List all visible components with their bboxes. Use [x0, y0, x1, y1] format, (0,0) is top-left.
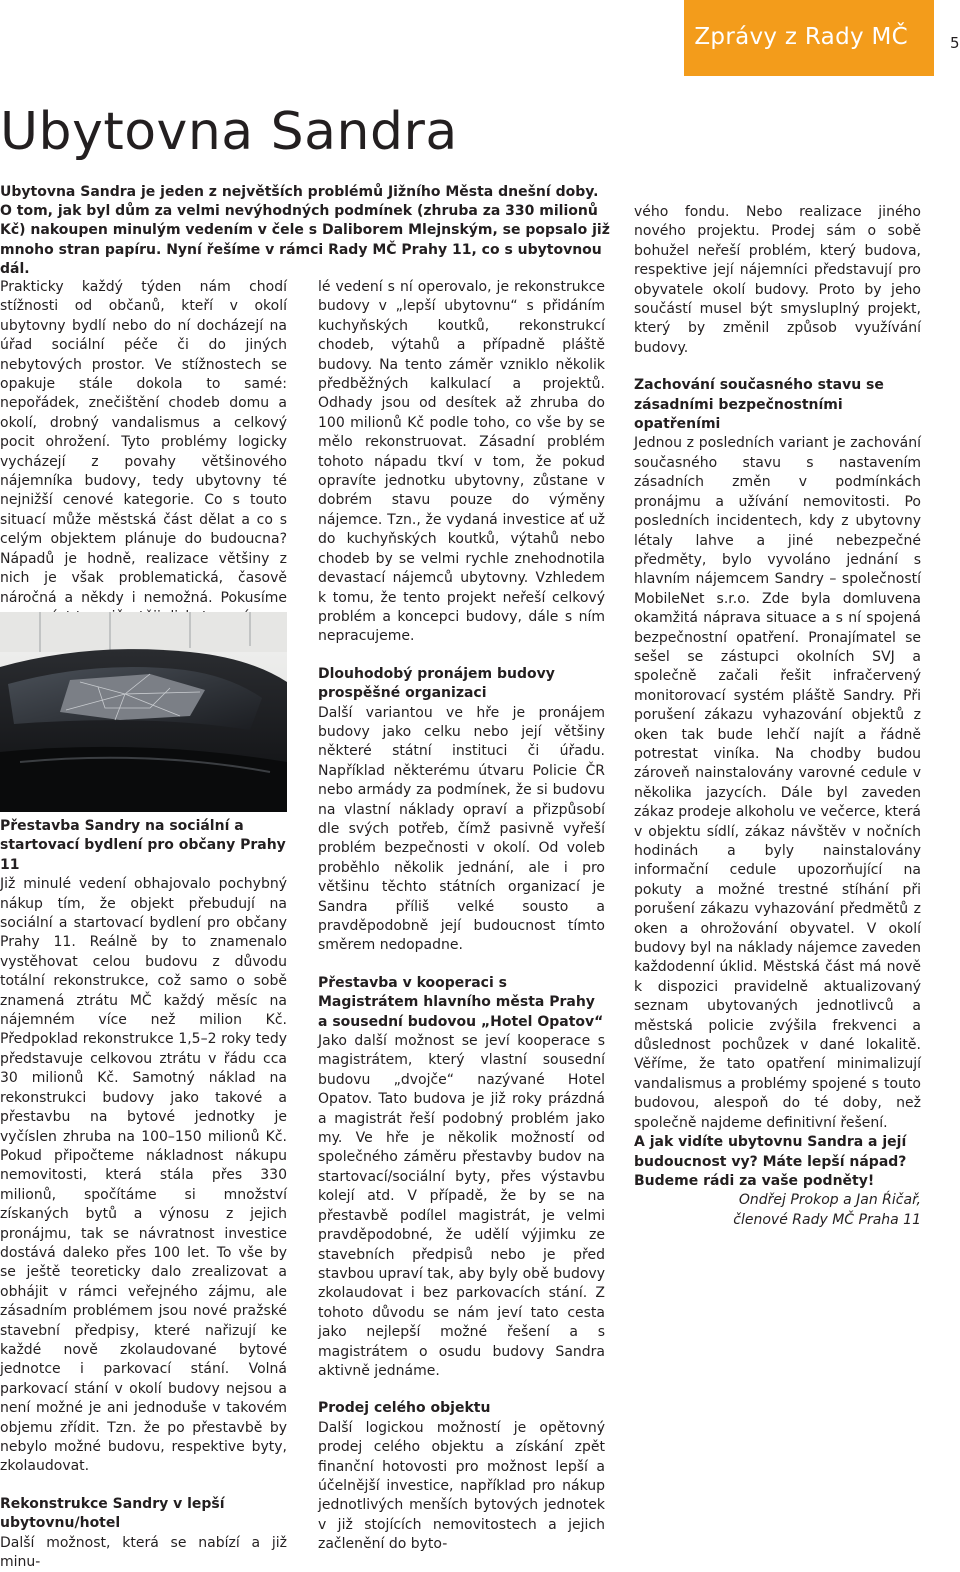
paragraph-security-measures: Jednou z posledních variant je zachování současného stavu s nastavením zásadních změn v podmínkách pronájmu a užívání nemovitosti. Po posledních incidentech, kdy z ubytovny létaly lahve a jiné nebezpečné předměty, bylo vyvoláno jednání s hlavním nájemcem Sandry – společností MobileNet s.r.o. Zde byla domluvena okamžitá náprava situace a s ní spojená bezpečnostní opatření. Pronajímatel se sešel se zástupci okolních SVJ a společně začali řešit infračervený monitorovací systém pláště Sandry. Při porušení zákazu vyhazování objektů z oken tak bude lehčí najít a řádně potrestat viníka. Na chodby budou zároveň nainstalovány varovné cedule v několika jazycích. Dále byl zaveden zákaz prodeje alkoholu ve večerce, která v objektu sídlí, zákaz návštěv v nočních hodinách a byly nainstalovány informační cedule upozorňující na pokuty a možné trestné stíhání při porušení zákazu vyhazování předmětů z oken a ohrožování obyvatel. V okolí budovy byl na náklady nájemce zaveden každodenní úklid. Městská část má nově k dispozici pravidelně aktualizovaný seznam ubytovaných jednotlivců a městská policie zvýšila frekvenci a důslednost pochůzek v dané lokalitě. Věříme, že tato opatření minimalizují vandalismus a problémy spojené s touto budovou, alespoň do té doby, než společně najdeme definitivní řešení. — [634, 435, 921, 1131]
paragraph-better-hostel-end: lé vedení s ní operovalo, je rekonstrukce budovy v „lepší ubytovnu“ s přidáním kuchyňských koutků, rekonstrukcí chodeb, výtahů a případně pláště budovy. Na tento záměr vzniklo několik předběžných kalkulací a projektů. Odhady jsou od desítek až zhruba do 100 milionů Kč podle toho, co vše by se mělo rekonstruovat. Zásadní problém tohoto nápadu tkví v tom, že pokud opravíte jednotku ubytovny, zůstane v dobrém stavu pouze do výměny nájemce. Tzn., že vydaná investice ať už do kuchyňských koutků, výtahů nebo chodeb by se velmi rychle znehodnotila devastací nájemců ubytovny. Vzhledem k tomu, že tento projekt neřeší celkový problém a koncepci budovy, dále s ním nepracujeme. — [318, 279, 605, 645]
heading-security-measures: Zachování současného stavu se zásadními bezpečnostními opatřeními — [634, 377, 884, 433]
paragraph-sale-end: vého fondu. Nebo realizace jiného nového projektu. Prodej sám o sobě bohužel neřeší problém, který budova, respektive její nájemníci představují pro obyvatele okolí budovy. Proto by jeho součástí musel být smysluplný projekt, který by změnil způsob využívání budovy. — [634, 204, 921, 356]
paragraph-long-term-lease: Další variantou ve hře je pronájem budovy jako celku nebo její většiny některé státní instituci či úřadu. Například některému útvaru Policie ČR nebo armády za podmínek, že si budovu na vlastní náklady opraví a přizpůsobí dle svých potřeb, čímž pasivně vyřeší problém bezpečnosti v okolí. Od voleb proběhlo několik jednání, ale i pro většinu těchto státních organizací je Sandra příliš velké sousto a pravděpodobně její budoucnost tímto směrem nedopadne. — [318, 704, 605, 954]
heading-long-term-lease: Dlouhodobý pronájem budovy prospěšné organizaci — [318, 665, 555, 702]
section-title: Zprávy z Rady MČ — [694, 24, 908, 50]
page-number: 5 — [950, 34, 960, 52]
column-1-lower — [0, 817, 287, 1572]
paragraph-cooperation: Jako další možnost se jeví kooperace s magistrátem, který vlastní sousední budovu „dvojče“ nazývané Hotel Opatov. Tato budova je již roky prázdná a magistrát řeší podobný problém jako my. Ve hře je několik možností od společného záměru přestavby budov na startovací/sociální byty, přes výstavbu kolejí atd. V případě, že by se na přestavbě podílel magistrát, je velmi pravděpodobné, že udělí výjimku ze stavebních předpisů nebo je před stavbou upraví tak, aby byly obě budovy zkolaudovat i bez parkovacích stání. Z tohoto důvodu se nám jeví tato cesta jako nejlepší možné řešení a s magistrátem o osudu budovy Sandra aktivně jednáme. — [318, 1033, 605, 1379]
section-header — [684, 0, 934, 76]
column-1 — [0, 278, 287, 627]
column-2 — [318, 278, 605, 1555]
paragraph-sale-start: Další logickou možností je opětovný prodej celého objektu a získání zpět finanční hotovosti pro možnost lepší a účelnější investice, například pro nákup jednotlivých menších bytových jednotek v již stojících nemovitostech a jejich začlenění do byto- — [318, 1419, 605, 1553]
closing-question: A jak vidíte ubytovnu Sandra a její budoucnost vy? Máte lepší nápad? Budeme rádi za vaše podněty! — [634, 1134, 907, 1189]
author-role: členové Rady MČ Praha 11 — [733, 1211, 921, 1228]
heading-social-housing: Přestavba Sandry na sociální a startovací bydlení pro občany Prahy 11 — [0, 818, 286, 873]
paragraph-better-hostel-start: Další možnost, která se nabízí a již minu- — [0, 1534, 287, 1571]
broken-car-window-photo — [0, 612, 287, 812]
heading-better-hostel: Rekonstrukce Sandry v lepší ubytovnu/hotel — [0, 1495, 225, 1532]
intro-paragraph: Prakticky každý týden nám chodí stížnosti od občanů, kteří v okolí ubytovny bydlí nebo do ní docházejí na úřad sociální péče či do jiných nebytových prostor. Ve stížnostech se opakuje stále dokola to samé: nepořádek, znečištění chodeb domu a okolí, drobný vandalismus a celkový pocit ohrožení. Tyto problémy logicky vycházejí z povahy většinového nájemníka budovy, tedy ubytovny té nejnižší cenové kategorie. Co s touto situací může městská část dělat a co s celým objektem plánuje do budoucna? Nápadů je hodně, realizace většiny z nich je však problematická, časově náročná a někdy i nemožná. Pokusíme — [0, 279, 287, 606]
article-title: Ubytovna Sandra — [0, 102, 458, 162]
paragraph-social-housing: Již minulé vedení obhajovalo pochybný nákup tím, že objekt přebudují na sociální a startovací bydlení pro občany Prahy 11. Reálně by to znamenalo vystěhovat celou budovu z důvodu totální rekonstrukce, což samo o sobě znamená ztrátu MČ každý měsíc na nájemném více než milion Kč. Předpoklad rekonstrukce 1,5–2 roky tedy představuje celkovou ztrátu v řádu cca 30 milionů Kč. Samotný náklad na rekonstrukci budovy jako takové a přestavbu na bytové jednotky je vyčíslen zhruba na 100–150 milionů Kč. Pokud připočteme nákladnost nákupu nemovitosti, která stála přes 330 milionů, spočítáme si množství získaných bytů a výnosu z jejich pronájmu, tak se návratnost investice dostává daleko přes 100 let. To vše by se ještě teoreticky dalo zrealizovat a obhájit v rámci veřejného zájmu, ale zásadním problémem jsou nové pražské stavební předpisy, které nařizují ke každé nově zkolaudované bytové jednotce i parkovací stání. Volná parkovací stání v okolí budovy nejsou a není možné je ani jednoduše v takovém objemu zřídit. Tzn. že po přestavbě by nebylo možné budovu, respektive byty, zkolaudovat. — [0, 876, 287, 1475]
column-3 — [634, 203, 921, 1230]
author-names: Ondřej Prokop a Jan Ŕičař, — [738, 1192, 921, 1209]
heading-cooperation: Přestavba v kooperaci s Magistrátem hlavního města Prahy a sousední budovou „Hotel Opatov“ — [318, 974, 604, 1030]
heading-sale: Prodej celého objektu — [318, 1400, 491, 1417]
article-lead: Ubytovna Sandra je jeden z největších problémů Jižního Města dnešní doby. O tom, jak byl dům za velmi nevýhodných podmínek (zhruba za 330 milionů Kč) nakoupen minulým vedením v čele s Daliborem Mlejnským, se popsalo již mnoho stran papíru. Nyní řešíme v rámci Rady MČ Prahy 11, co s ubytovnou dál. — [0, 184, 610, 277]
